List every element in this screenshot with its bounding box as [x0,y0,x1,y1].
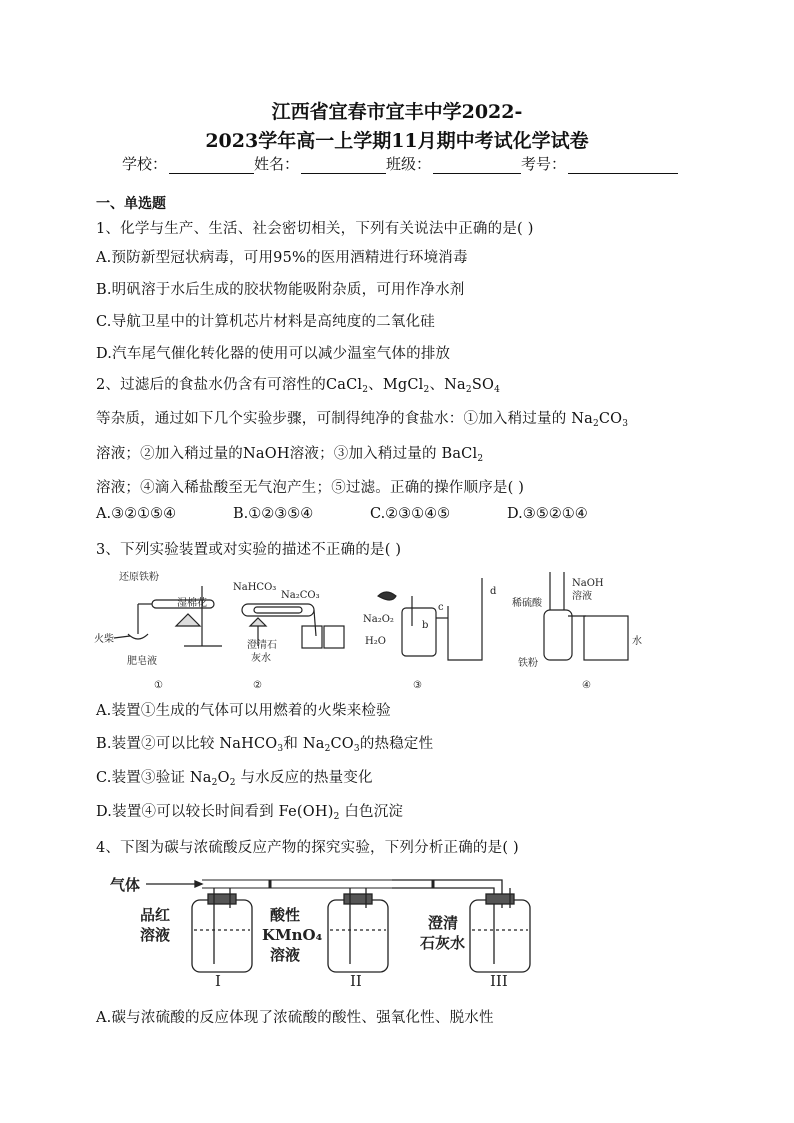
svg-text:b: b [422,620,429,631]
svg-text:②: ② [253,680,262,691]
q2-option-c: C.②③①④⑤ [370,506,451,522]
svg-text:溶液: 溶液 [572,591,592,602]
q2-option-d: D.③⑤②①④ [507,506,588,522]
svg-text:澄清石: 澄清石 [247,640,277,651]
q3-stem: 3、下列实验装置或对实验的描述不正确的是( ) [96,542,402,558]
svg-text:溶液: 溶液 [140,926,171,944]
title-line-2: 2023学年高一上学期11月期中考试化学试卷 [205,130,589,152]
q2-line-2: 等杂质，通过如下几个实验步骤，可制得纯净的食盐水：①加入稍过量的 $Na_2CO_3$ [96,411,629,429]
svg-text:I: I [215,972,221,990]
q3-option-d: D.装置④可以较长时间看到 $Fe(OH)_2$ 白色沉淀 [96,804,404,822]
gas-label: 气体 [110,876,141,894]
exam-no-field[interactable] [568,157,678,174]
q2-option-a: A.③②①⑤④ [96,506,177,522]
svg-text:酸性: 酸性 [270,906,301,924]
q1-option-d: D.汽车尾气催化转化器的使用可以减少温室气体的排放 [96,346,451,362]
apparatus-1 [94,570,222,691]
q2-stem: 2、过滤后的食盐水仍含有可溶性的CaCl$_2$、MgCl$_2$、$Na_2SO_4$ [96,377,501,395]
svg-text:II: II [350,972,362,990]
q1-stem: 1、化学与生产、生活、社会密切相关，下列有关说法中正确的是( ) [96,221,534,237]
svg-text:NaHCO₃: NaHCO₃ [233,582,277,593]
q1-option-c: C.导航卫星中的计算机芯片材料是高纯度的二氧化硅 [96,314,435,330]
name-label: 姓名： [254,155,300,173]
q4-stem: 4、下图为碳与浓硫酸反应产物的探究实验，下列分析正确的是( ) [96,840,519,856]
apparatus-3 [363,578,497,691]
title-line-1: 江西省宜春市宜丰中学2022- [271,101,523,123]
q4-option-a: A.碳与浓硫酸的反应体现了浓硫酸的酸性、强氧化性、脱水性 [96,1010,494,1026]
svg-text:Na₂CO₃: Na₂CO₃ [281,590,320,601]
q2-line-4: 溶液；④滴入稀盐酸至无气泡产生；⑤过滤。正确的操作顺序是( ) [96,480,525,496]
svg-text:d: d [490,586,497,597]
bottle-2 [262,888,388,990]
bottle-1 [140,888,252,990]
name-field[interactable] [301,157,386,174]
q3-apparatus-figure [92,566,672,692]
school-field[interactable] [169,157,254,174]
exam-no-label: 考号： [521,155,567,173]
svg-text:④: ④ [582,680,591,691]
svg-text:铁粉: 铁粉 [518,658,538,669]
svg-text:NaOH: NaOH [572,578,604,589]
svg-text:溶液: 溶液 [270,946,301,964]
svg-text:火柴: 火柴 [94,634,114,645]
svg-text:③: ③ [413,680,422,691]
svg-text:品红: 品红 [140,906,171,924]
apparatus-4 [512,572,642,691]
q1-option-a: A.预防新型冠状病毒，可用95%的医用酒精进行环境消毒 [96,250,468,266]
svg-text:水: 水 [632,636,642,647]
q3-option-a: A.装置①生成的气体可以用燃着的火柴来检验 [96,703,391,719]
svg-text:灰水: 灰水 [251,653,271,664]
apparatus-2 [233,582,344,691]
svg-text:①: ① [154,680,163,691]
svg-text:石灰水: 石灰水 [420,934,466,952]
q3-option-b: B.装置②可以比较 NaHCO$_3$和 $Na_2CO_3$的热稳定性 [96,736,434,754]
svg-text:稀硫酸: 稀硫酸 [512,598,542,609]
svg-text:III: III [490,972,508,990]
svg-text:还原铁粉: 还原铁粉 [119,572,159,583]
q3-option-c: C.装置③验证 $Na_2O_2$ 与水反应的热量变化 [96,770,373,788]
svg-text:澄清: 澄清 [428,914,459,932]
q2-option-b: B.①②③⑤④ [233,506,314,522]
svg-text:H₂O: H₂O [365,636,386,647]
section-heading: 一、单选题 [96,196,166,212]
svg-text:Na₂O₂: Na₂O₂ [363,614,394,625]
school-label: 学校： [122,155,168,173]
q4-apparatus-figure [110,868,550,990]
svg-text:湿棉花: 湿棉花 [177,598,207,609]
q2-options [96,506,644,522]
class-field[interactable] [433,157,521,174]
class-label: 班级： [386,155,432,173]
bottle-3 [420,888,530,990]
svg-text:c: c [438,602,444,613]
q1-option-b: B.明矾溶于水后生成的胶状物能吸附杂质，可用作净水剂 [96,282,465,298]
svg-text:肥皂液: 肥皂液 [127,656,157,667]
svg-text:KMnO₄: KMnO₄ [262,926,323,944]
q2-line-3: 溶液；②加入稍过量的NaOH溶液；③加入稍过量的 BaCl$_2$ [96,446,484,464]
student-info-row [122,153,678,174]
